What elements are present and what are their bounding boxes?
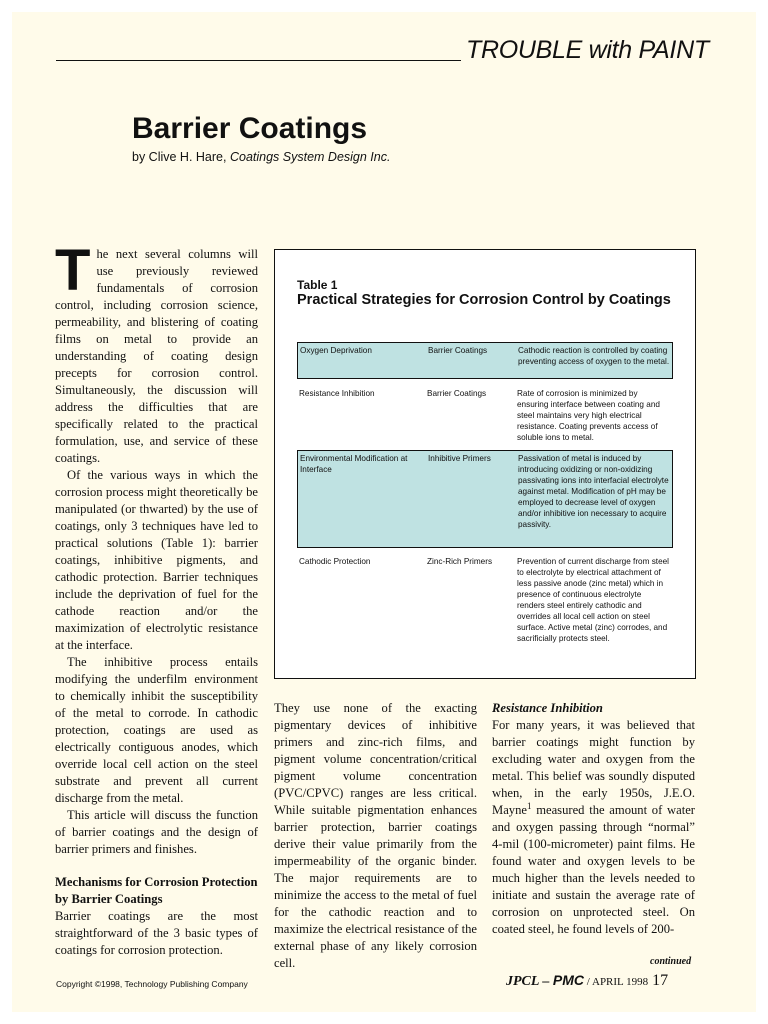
article-title: Barrier Coatings	[132, 112, 368, 145]
table-1	[274, 249, 696, 679]
continued-label: continued	[650, 956, 692, 967]
header-rule	[56, 60, 461, 61]
table-cell-strategy: Oxygen Deprivation	[300, 346, 372, 355]
table-row	[297, 450, 673, 548]
copyright: Copyright ©1998, Technology Publishing Company	[56, 979, 248, 989]
column-2	[274, 700, 477, 972]
table-row	[297, 386, 673, 444]
byline	[132, 150, 390, 164]
table-cell-method: Inhibitive Primers	[428, 454, 491, 463]
table-label: Table 1	[297, 278, 338, 292]
column-1	[55, 238, 258, 959]
table-cell-method: Barrier Coatings	[428, 346, 488, 355]
paragraph-techniques: Of the various ways in which the corrosion process might theoretically be manipulated (or thwarted) by the use of coatings, only 3 techniques have led to practical solutions (Table 1): barrier coatings, inhibitive pigments, and cathodic protection. Barrier techniques include the deprivation of fuel for the cathode reaction and/or the maximization of electrolytic resistance at the interface.	[55, 468, 258, 652]
byline-company: Coatings System Design Inc.	[229, 150, 391, 164]
column-3	[492, 700, 695, 938]
table-row	[297, 342, 673, 379]
paragraph-barrier: Barrier coatings are the most straightforward of the 3 basic types of coatings for corrosion protection.	[55, 909, 258, 957]
paragraph-mayne-text-cont: measured the amount of water and oxygen passing through “normal” 4-mil (100-micrometer) paint films. He found water and oxygen levels to be much higher than the levels needed to initiate and sustain the average rate of corrosion on unprotected steel. On coated steel, he found levels of 200-	[492, 803, 695, 936]
paragraph-intro: he next several columns will use previously reviewed fundamentals of corrosion control, including corrosion science, permeability, and blistering of coating films on metal to provide an understanding of coating design precepts for corrosion control. Simultaneously, the discussion will address the difficulties that are specifically related to the practical formulation, use, and service of these coatings.	[55, 247, 258, 465]
table-cell-description: Passivation of metal is induced by introducing oxidizing or non-oxidizing passivating ions into interfacial electrolyte against metal. Modification of pH may be employed to decrease level of oxygen and/or inhibitive ion necessary to acquire passivity.	[518, 454, 669, 529]
footnote-ref: 1	[526, 800, 532, 811]
page-number: 17	[652, 972, 669, 989]
table-cell-description: Cathodic reaction is controlled by coating preventing access of oxygen to the metal.	[518, 346, 670, 366]
table-cell-method: Barrier Coatings	[427, 389, 487, 398]
table-cell-strategy: Environmental Modification at Interface	[300, 454, 408, 474]
table-cell-strategy: Cathodic Protection	[299, 557, 371, 566]
table-cell-strategy: Resistance Inhibition	[299, 389, 375, 398]
paragraph-scope: This article will discuss the function of barrier coatings and the design of barrier primers and finishes.	[55, 808, 258, 856]
drop-cap: T	[55, 238, 91, 303]
paragraph-mayne	[492, 717, 695, 938]
subhead-resistance-inhibition: Resistance Inhibition	[492, 701, 603, 715]
table-title: Practical Strategies for Corrosion Control by Coatings	[297, 292, 671, 308]
table-row	[297, 554, 673, 664]
folio	[506, 972, 668, 990]
subhead-mechanisms: Mechanisms for Corrosion Protection by Barrier Coatings	[55, 875, 258, 906]
table-cell-description: Prevention of current discharge from steel to electrolyte by electrical attachment of less passive anode (zinc metal) which in presence of continuous electrolyte renders steel entirely cathodic and overrides all local cell action on steel surface. Active metal (zinc) corrodes, and sacrificially protects steel.	[517, 557, 669, 643]
journal-name: JPCL	[506, 974, 539, 989]
journal-sep: –	[538, 974, 553, 989]
paragraph-pigmentation: They use none of the exacting pigmentary devices of inhibitive primers and zinc-rich films, and pigment volume concentration/critical pigment volume concentration (PVC/CPVC) ranges are less critical. While suitable pigmentation enhances barrier protection, barrier coatings derive their value primarily from the impermeability of the organic binder. The major requirements are to minimize the access to the metal of fuel for the cathodic reaction and to maximize the electrical resistance of the external phase of any likely corrosion cell.	[274, 701, 477, 970]
paragraph-mayne-text: For many years, it was believed that barrier coatings might function by excluding water and oxygen from the metal. This belief was soundly disputed when, in the early 1950s, J.E.O. Mayne	[492, 718, 695, 817]
paragraph-inhibitive: The inhibitive process entails modifying the underfilm environment to chemically inhibit the susceptibility of the metal to corrode. In cathodic protection, coatings are used as electrically contiguous anodes, which override local cell action on the steel substrate and prevent all current discharge from the metal.	[55, 655, 258, 805]
byline-author: by Clive H. Hare,	[132, 150, 227, 164]
table-cell-description: Rate of corrosion is minimized by ensuring interface between coating and steel maintains very high electrical resistance. Coating prevents access of soluble ions to metal.	[517, 389, 660, 442]
magazine-page	[12, 12, 756, 1012]
table-cell-method: Zinc-Rich Primers	[427, 557, 493, 566]
section-header: TROUBLE with PAINT	[466, 36, 709, 64]
pmc-logo: PMC	[552, 972, 585, 988]
issue-date: / APRIL 1998	[584, 976, 649, 988]
